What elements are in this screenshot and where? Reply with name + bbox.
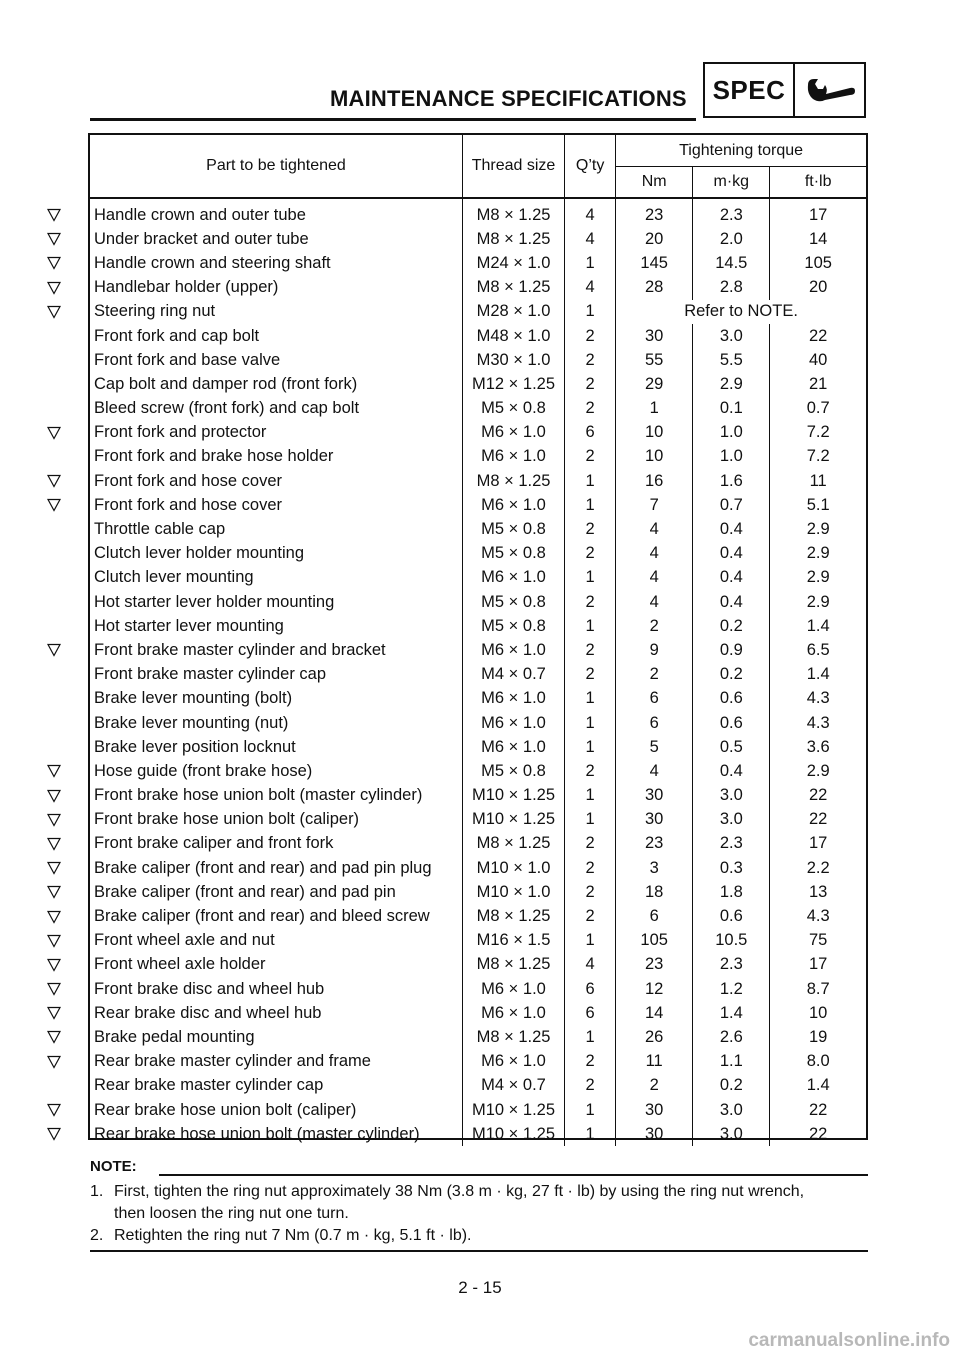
cell-ftlb: 8.0 — [770, 1050, 866, 1074]
cell-ftlb: 14 — [770, 227, 866, 251]
cell-mkg: 0.1 — [693, 397, 770, 421]
cell-qty: 2 — [565, 856, 616, 880]
cell-qty: 2 — [565, 542, 616, 566]
cell-ftlb: 22 — [770, 324, 866, 348]
cell-part: Front fork and base valve — [94, 350, 281, 369]
table-row — [90, 1074, 866, 1098]
cell-ftlb: 19 — [770, 1025, 866, 1049]
cell-thread: M5 × 0.8 — [462, 542, 564, 566]
table-row — [90, 566, 866, 590]
table-row — [90, 663, 866, 687]
cell-qty: 2 — [565, 904, 616, 928]
wrench-icon — [795, 64, 864, 116]
table-row — [90, 445, 866, 469]
note-text: First, tighten the ring nut approximately 38 Nm (3.8 m · kg, 27 ft · lb) by using the ring nut wrench, — [114, 1183, 805, 1200]
cell-ftlb: 40 — [770, 348, 866, 372]
cell-qty: 4 — [565, 198, 616, 227]
cell-part: Brake lever mounting (nut) — [94, 713, 289, 732]
table-row — [90, 251, 866, 275]
note-number: 1. — [90, 1183, 104, 1200]
cell-ftlb: 5.1 — [770, 493, 866, 517]
cell-ftlb: 1.4 — [770, 663, 866, 687]
cell-ftlb: 21 — [770, 372, 866, 396]
cell-thread: M8 × 1.25 — [462, 904, 564, 928]
cell-qty: 1 — [565, 1122, 616, 1146]
col-header-thread: Thread size — [462, 135, 564, 198]
cell-ftlb: 4.3 — [770, 904, 866, 928]
cell-thread: M5 × 0.8 — [462, 517, 564, 541]
cell-mkg: 0.5 — [693, 735, 770, 759]
cell-thread: M5 × 0.8 — [462, 759, 564, 783]
table-row — [90, 1050, 866, 1074]
cell-ftlb: 7.2 — [770, 421, 866, 445]
cell-nm: 55 — [616, 348, 693, 372]
cell-ftlb: 20 — [770, 276, 866, 300]
cell-mkg: 0.2 — [693, 614, 770, 638]
table-row — [90, 904, 866, 928]
cell-part: Rear brake master cylinder cap — [94, 1076, 324, 1095]
cell-thread: M6 × 1.0 — [462, 1001, 564, 1025]
cell-nm: 28 — [616, 276, 693, 300]
cell-ftlb: 75 — [770, 929, 866, 953]
cell-mkg: 0.9 — [693, 638, 770, 662]
cell-nm: 1 — [616, 397, 693, 421]
cell-ftlb: 4.3 — [770, 711, 866, 735]
cell-part: Front fork and protector — [94, 423, 267, 442]
cell-thread: M12 × 1.25 — [462, 372, 564, 396]
cell-nm: 145 — [616, 251, 693, 275]
cell-mkg: 3.0 — [693, 808, 770, 832]
cell-qty: 2 — [565, 832, 616, 856]
cell-mkg: 1.0 — [693, 421, 770, 445]
cell-mkg: 3.0 — [693, 1098, 770, 1122]
table-row — [90, 1098, 866, 1122]
note-label: NOTE: — [90, 1158, 137, 1175]
cell-thread: M8 × 1.25 — [462, 227, 564, 251]
cell-part: Front brake caliper and front fork — [94, 834, 334, 853]
cell-part: Front fork and brake hose holder — [94, 447, 334, 466]
cell-qty: 4 — [565, 227, 616, 251]
cell-thread: M16 × 1.5 — [462, 929, 564, 953]
cell-part: Throttle cable cap — [94, 520, 226, 539]
cell-note: Refer to NOTE. — [616, 300, 866, 324]
table-row — [90, 687, 866, 711]
table-row — [90, 832, 866, 856]
cell-part: Rear brake disc and wheel hub — [94, 1003, 322, 1022]
cell-part: Front fork and hose cover — [94, 471, 283, 490]
cell-ftlb: 22 — [770, 1122, 866, 1146]
cell-nm: 6 — [616, 711, 693, 735]
cell-qty: 2 — [565, 445, 616, 469]
cell-thread: M8 × 1.25 — [462, 276, 564, 300]
table-row — [90, 614, 866, 638]
table-row — [90, 198, 866, 227]
cell-ftlb: 11 — [770, 469, 866, 493]
cell-nm: 30 — [616, 324, 693, 348]
cell-mkg: 10.5 — [693, 929, 770, 953]
cell-mkg: 14.5 — [693, 251, 770, 275]
cell-nm: 26 — [616, 1025, 693, 1049]
cell-part: Front brake master cylinder and bracket — [94, 640, 386, 659]
table-row — [90, 227, 866, 251]
cell-nm: 105 — [616, 929, 693, 953]
col-header-ftlb: ft·lb — [770, 167, 866, 199]
cell-part: Hose guide (front brake hose) — [94, 761, 313, 780]
cell-thread: M6 × 1.0 — [462, 687, 564, 711]
col-header-part: Part to be tightened — [206, 157, 346, 174]
cell-thread: M8 × 1.25 — [462, 198, 564, 227]
cell-nm: 7 — [616, 493, 693, 517]
cell-ftlb: 8.7 — [770, 977, 866, 1001]
cell-mkg: 0.6 — [693, 687, 770, 711]
cell-qty: 2 — [565, 324, 616, 348]
cell-ftlb: 10 — [770, 1001, 866, 1025]
cell-qty: 2 — [565, 880, 616, 904]
cell-thread: M6 × 1.0 — [462, 421, 564, 445]
table-row — [90, 880, 866, 904]
cell-thread: M6 × 1.0 — [462, 711, 564, 735]
cell-mkg: 0.4 — [693, 517, 770, 541]
cell-nm: 30 — [616, 1098, 693, 1122]
cell-ftlb: 2.9 — [770, 590, 866, 614]
cell-part: Hot starter lever mounting — [94, 616, 284, 635]
cell-nm: 11 — [616, 1050, 693, 1074]
cell-thread: M10 × 1.0 — [462, 880, 564, 904]
cell-ftlb: 7.2 — [770, 445, 866, 469]
cell-thread: M10 × 1.25 — [462, 784, 564, 808]
cell-qty: 1 — [565, 493, 616, 517]
section-label: SPEC — [705, 64, 795, 116]
cell-nm: 2 — [616, 614, 693, 638]
col-header-mkg: m·kg — [693, 167, 770, 199]
note-rule — [159, 1174, 868, 1176]
section-badge — [703, 62, 866, 118]
cell-mkg: 0.4 — [693, 542, 770, 566]
cell-nm: 16 — [616, 469, 693, 493]
cell-part: Front brake disc and wheel hub — [94, 979, 325, 998]
table-row — [90, 324, 866, 348]
table-row — [90, 493, 866, 517]
table-row — [90, 759, 866, 783]
cell-ftlb: 1.4 — [770, 1074, 866, 1098]
cell-qty: 1 — [565, 469, 616, 493]
cell-qty: 4 — [565, 276, 616, 300]
table-row — [90, 517, 866, 541]
col-header-nm: Nm — [616, 167, 693, 199]
cell-qty: 1 — [565, 711, 616, 735]
cell-part: Clutch lever holder mounting — [94, 544, 305, 563]
note-item — [90, 1181, 804, 1225]
cell-ftlb: 105 — [770, 251, 866, 275]
cell-ftlb: 3.6 — [770, 735, 866, 759]
cell-thread: M4 × 0.7 — [462, 1074, 564, 1098]
cell-ftlb: 2.9 — [770, 542, 866, 566]
cell-thread: M8 × 1.25 — [462, 1025, 564, 1049]
cell-thread: M10 × 1.25 — [462, 808, 564, 832]
cell-mkg: 5.5 — [693, 348, 770, 372]
cell-qty: 1 — [565, 735, 616, 759]
cell-ftlb: 22 — [770, 808, 866, 832]
cell-qty: 1 — [565, 808, 616, 832]
cell-mkg: 3.0 — [693, 1122, 770, 1146]
cell-part: Front wheel axle holder — [94, 955, 266, 974]
table-row — [90, 784, 866, 808]
cell-ftlb: 17 — [770, 198, 866, 227]
table-row — [90, 421, 866, 445]
cell-mkg: 2.8 — [693, 276, 770, 300]
cell-nm: 4 — [616, 759, 693, 783]
cell-mkg: 2.3 — [693, 198, 770, 227]
cell-qty: 1 — [565, 687, 616, 711]
cell-nm: 23 — [616, 832, 693, 856]
cell-thread: M24 × 1.0 — [462, 251, 564, 275]
cell-qty: 1 — [565, 300, 616, 324]
cell-qty: 2 — [565, 759, 616, 783]
table-row — [90, 276, 866, 300]
cell-nm: 30 — [616, 808, 693, 832]
table-row — [90, 348, 866, 372]
cell-part: Rear brake hose union bolt (caliper) — [94, 1100, 357, 1119]
cell-nm: 14 — [616, 1001, 693, 1025]
header-rule — [90, 118, 696, 121]
cell-qty: 2 — [565, 372, 616, 396]
cell-mkg: 2.3 — [693, 953, 770, 977]
cell-thread: M8 × 1.25 — [462, 953, 564, 977]
cell-part: Handle crown and steering shaft — [94, 253, 331, 272]
cell-ftlb: 2.9 — [770, 517, 866, 541]
cell-ftlb: 1.4 — [770, 614, 866, 638]
cell-qty: 2 — [565, 517, 616, 541]
cell-part: Handlebar holder (upper) — [94, 278, 279, 297]
cell-nm: 6 — [616, 904, 693, 928]
cell-qty: 2 — [565, 590, 616, 614]
cell-nm: 29 — [616, 372, 693, 396]
cell-nm: 6 — [616, 687, 693, 711]
torque-table — [88, 133, 868, 1143]
cell-mkg: 0.4 — [693, 759, 770, 783]
cell-part: Rear brake hose union bolt (master cylinder) — [94, 1124, 420, 1143]
cell-qty: 2 — [565, 663, 616, 687]
cell-mkg: 2.3 — [693, 832, 770, 856]
cell-mkg: 0.6 — [693, 711, 770, 735]
cell-part: Bleed screw (front fork) and cap bolt — [94, 399, 360, 418]
cell-qty: 6 — [565, 421, 616, 445]
cell-ftlb: 13 — [770, 880, 866, 904]
table-row — [90, 953, 866, 977]
cell-part: Front fork and cap bolt — [94, 326, 260, 345]
cell-part: Brake lever position locknut — [94, 737, 296, 756]
cell-qty: 1 — [565, 251, 616, 275]
note-text-cont: then loosen the ring nut one turn. — [114, 1205, 349, 1222]
cell-ftlb: 17 — [770, 832, 866, 856]
cell-mkg: 0.6 — [693, 904, 770, 928]
cell-part: Under bracket and outer tube — [94, 229, 309, 248]
table-row — [90, 1001, 866, 1025]
cell-part: Brake caliper (front and rear) and pad pin plug — [94, 858, 432, 877]
cell-qty: 1 — [565, 566, 616, 590]
cell-qty: 6 — [565, 1001, 616, 1025]
cell-nm: 10 — [616, 421, 693, 445]
cell-thread: M8 × 1.25 — [462, 832, 564, 856]
cell-ftlb: 17 — [770, 953, 866, 977]
cell-mkg: 3.0 — [693, 324, 770, 348]
cell-qty: 1 — [565, 784, 616, 808]
cell-nm: 3 — [616, 856, 693, 880]
col-header-qty: Q’ty — [565, 135, 616, 198]
cell-ftlb: 2.9 — [770, 566, 866, 590]
cell-ftlb: 0.7 — [770, 397, 866, 421]
cell-mkg: 0.4 — [693, 566, 770, 590]
table-row — [90, 397, 866, 421]
table-row — [90, 977, 866, 1001]
cell-nm: 12 — [616, 977, 693, 1001]
cell-part: Rear brake master cylinder and frame — [94, 1052, 371, 1071]
cell-part: Front brake hose union bolt (master cylinder) — [94, 786, 423, 805]
cell-thread: M6 × 1.0 — [462, 445, 564, 469]
cell-thread: M30 × 1.0 — [462, 348, 564, 372]
cell-part: Front brake hose union bolt (caliper) — [94, 810, 360, 829]
cell-mkg: 1.4 — [693, 1001, 770, 1025]
cell-qty: 6 — [565, 977, 616, 1001]
col-header-torque: Tightening torque — [616, 135, 866, 167]
table-row — [90, 735, 866, 759]
cell-ftlb: 2.2 — [770, 856, 866, 880]
cell-ftlb: 22 — [770, 1098, 866, 1122]
note-bottom-rule — [90, 1250, 868, 1252]
cell-qty: 1 — [565, 929, 616, 953]
cell-nm: 23 — [616, 198, 693, 227]
cell-nm: 4 — [616, 517, 693, 541]
cell-qty: 1 — [565, 1098, 616, 1122]
cell-nm: 4 — [616, 566, 693, 590]
cell-thread: M5 × 0.8 — [462, 590, 564, 614]
cell-mkg: 1.2 — [693, 977, 770, 1001]
cell-qty: 2 — [565, 1074, 616, 1098]
table-row — [90, 808, 866, 832]
cell-qty: 1 — [565, 614, 616, 638]
cell-qty: 1 — [565, 1025, 616, 1049]
cell-nm: 4 — [616, 590, 693, 614]
cell-qty: 2 — [565, 638, 616, 662]
cell-nm: 30 — [616, 784, 693, 808]
cell-qty: 2 — [565, 1050, 616, 1074]
table-row — [90, 372, 866, 396]
table-row — [90, 1122, 866, 1146]
cell-nm: 2 — [616, 663, 693, 687]
cell-part: Brake caliper (front and rear) and bleed screw — [94, 907, 430, 926]
cell-nm: 4 — [616, 542, 693, 566]
cell-thread: M4 × 0.7 — [462, 663, 564, 687]
table-row — [90, 469, 866, 493]
cell-qty: 4 — [565, 953, 616, 977]
cell-ftlb: 2.9 — [770, 759, 866, 783]
note-text: Retighten the ring nut 7 Nm (0.7 m · kg, 5.1 ft · lb). — [114, 1227, 472, 1244]
cell-mkg: 2.6 — [693, 1025, 770, 1049]
cell-ftlb: 6.5 — [770, 638, 866, 662]
cell-qty: 2 — [565, 348, 616, 372]
cell-nm: 18 — [616, 880, 693, 904]
cell-thread: M8 × 1.25 — [462, 469, 564, 493]
cell-nm: 23 — [616, 953, 693, 977]
cell-thread: M28 × 1.0 — [462, 300, 564, 324]
cell-thread: M6 × 1.0 — [462, 735, 564, 759]
cell-part: Cap bolt and damper rod (front fork) — [94, 374, 358, 393]
cell-nm: 5 — [616, 735, 693, 759]
cell-thread: M48 × 1.0 — [462, 324, 564, 348]
cell-thread: M10 × 1.0 — [462, 856, 564, 880]
cell-part: Front brake master cylinder cap — [94, 665, 327, 684]
cell-part: Brake lever mounting (bolt) — [94, 689, 293, 708]
cell-mkg: 0.2 — [693, 1074, 770, 1098]
note-item — [90, 1225, 471, 1247]
cell-mkg: 2.9 — [693, 372, 770, 396]
table-row — [90, 300, 866, 324]
cell-mkg: 0.4 — [693, 590, 770, 614]
cell-mkg: 1.8 — [693, 880, 770, 904]
cell-part: Front fork and hose cover — [94, 495, 283, 514]
cell-thread: M10 × 1.25 — [462, 1098, 564, 1122]
cell-part: Brake caliper (front and rear) and pad pin — [94, 882, 396, 901]
note-number: 2. — [90, 1227, 104, 1244]
cell-thread: M10 × 1.25 — [462, 1122, 564, 1146]
cell-ftlb: 22 — [770, 784, 866, 808]
table-row — [90, 638, 866, 662]
cell-thread: M6 × 1.0 — [462, 1050, 564, 1074]
watermark: carmanualsonline.info — [748, 1330, 950, 1351]
cell-ftlb: 4.3 — [770, 687, 866, 711]
cell-part: Steering ring nut — [94, 302, 216, 321]
table-row — [90, 856, 866, 880]
cell-nm: 10 — [616, 445, 693, 469]
cell-part: Front wheel axle and nut — [94, 931, 275, 950]
cell-part: Hot starter lever holder mounting — [94, 592, 335, 611]
table-row — [90, 542, 866, 566]
table-row — [90, 711, 866, 735]
page-title: MAINTENANCE SPECIFICATIONS — [330, 86, 687, 111]
cell-mkg: 3.0 — [693, 784, 770, 808]
cell-thread: M6 × 1.0 — [462, 566, 564, 590]
cell-thread: M5 × 0.8 — [462, 397, 564, 421]
table-row — [90, 590, 866, 614]
cell-mkg: 0.7 — [693, 493, 770, 517]
cell-nm: 30 — [616, 1122, 693, 1146]
cell-mkg: 1.0 — [693, 445, 770, 469]
cell-mkg: 1.6 — [693, 469, 770, 493]
cell-mkg: 0.3 — [693, 856, 770, 880]
cell-nm: 2 — [616, 1074, 693, 1098]
cell-thread: M5 × 0.8 — [462, 614, 564, 638]
page-number: 2 - 15 — [458, 1278, 502, 1297]
table-row — [90, 929, 866, 953]
cell-part: Handle crown and outer tube — [94, 205, 306, 224]
cell-thread: M6 × 1.0 — [462, 977, 564, 1001]
cell-thread: M6 × 1.0 — [462, 638, 564, 662]
cell-part: Clutch lever mounting — [94, 568, 254, 587]
cell-mkg: 2.0 — [693, 227, 770, 251]
cell-nm: 9 — [616, 638, 693, 662]
cell-thread: M6 × 1.0 — [462, 493, 564, 517]
cell-nm: 20 — [616, 227, 693, 251]
cell-mkg: 0.2 — [693, 663, 770, 687]
cell-mkg: 1.1 — [693, 1050, 770, 1074]
cell-part: Brake pedal mounting — [94, 1027, 255, 1046]
table-row — [90, 1025, 866, 1049]
cell-qty: 2 — [565, 397, 616, 421]
